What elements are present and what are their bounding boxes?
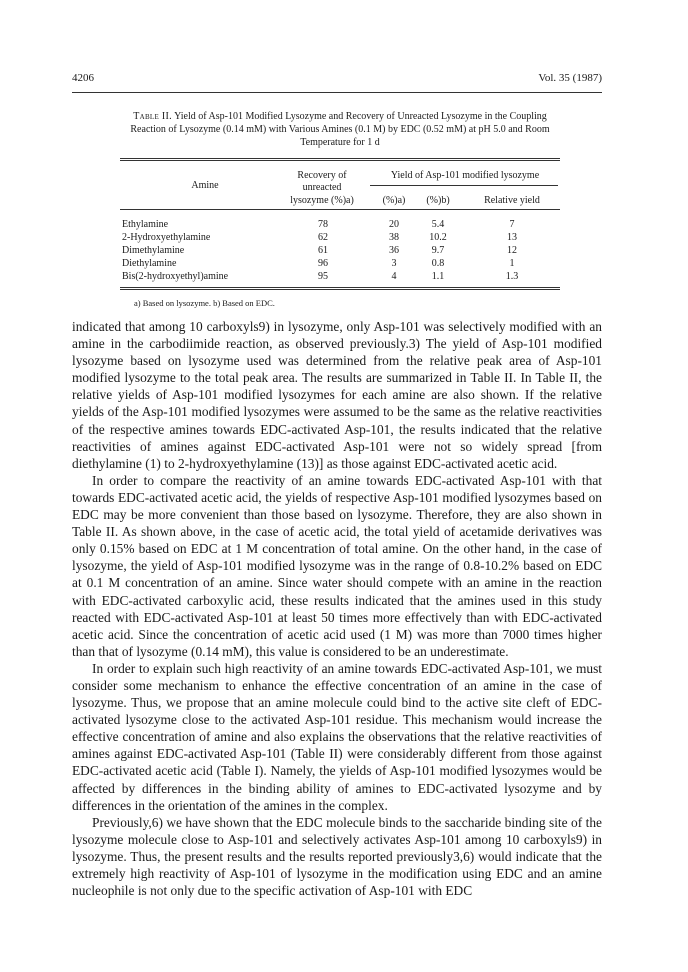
cell-recovery: 61	[318, 245, 328, 256]
header-yield-a: (%)a)	[382, 195, 406, 206]
header-recovery-1: Recovery of	[297, 170, 347, 181]
cell-amine: Dimethylamine	[122, 245, 185, 256]
header-recovery-2: unreacted	[302, 182, 342, 193]
cell-amine: 2-Hydroxyethylamine	[122, 232, 211, 243]
cell-yield-a: 38	[389, 232, 399, 243]
paragraph: indicated that among 10 carboxyls9) in lysozyme, only Asp-101 was selectively modified with an amine in the carbodiimide reaction, as observed previously.3) The yield of Asp-101 modified lysozyme based on lysozyme used was determined from the relative peak area of Asp-101 modified lysozyme to the total peak area. The results are summarized in Table II. In Table II, the relative yields of Asp-101 modified lysozymes for each amine are also shown. If the relative yields of the Asp-101 modified lysozymes were assumed to be the same as the relative reactivities of the respective amines towards EDC-activated Asp-101, the results indicated that the relative reactivities of amines against EDC-activated Asp-101 were not so widely spread [from diethylamine (1) to 2-hydroxyethylamine (13)] as those against EDC-activated acetic acid.	[72, 319, 602, 471]
cell-yield-b: 9.7	[431, 245, 445, 256]
cell-yield-b: 5.4	[431, 219, 445, 230]
cell-yield-b: 10.2	[429, 232, 447, 243]
header-yield-group: Yield of Asp-101 modified lysozyme	[390, 170, 540, 181]
cell-yield-a: 3	[391, 258, 397, 269]
cell-yield-a: 20	[389, 219, 399, 230]
cell-relative: 13	[507, 232, 517, 243]
paragraph: In order to explain such high reactivity of an amine towards EDC-activated Asp-101, we must consider some mechanism to enhance the effective concentration of an amine in the case of lysozyme. Thus, we propose that an amine molecule could bind to the active site cleft of EDC-activated lysozyme close to the activated Asp-101 residue. This mechanism would increase the effective concentration of amine and also explains the observations that the relative reactivities of amines against EDC-activated Asp-101 (Table II) were considerably different from those against EDC-activated acetic acid (Table I). Namely, the yields of Asp-101 modified lysozymes would be affected by differences in the binding ability of amines to EDC-activated lysozyme and by differences in the orientation of the amines in the complex.	[72, 660, 602, 813]
table-footnote: a) Based on lysozyme. b) Based on EDC.	[134, 298, 275, 308]
table-row	[120, 232, 560, 244]
cell-amine: Diethylamine	[122, 258, 177, 269]
paragraph: In order to compare the reactivity of an amine towards EDC-activated Asp-101 with that towards EDC-activated acetic acid, the yields of respective Asp-101 modified lysozymes based on EDC may be more convenient than those based on lysozyme. Therefore, they are also shown in Table II. As shown above, in the case of acetic acid, the total yield of acetamide derivatives was only 0.15% based on EDC at 1 M concentration of total amine. On the other hand, in the case of lysozyme, the yield of Asp-101 modified lysozyme was in the range of 0.8-10.2% based on EDC at 0.1 M concentration of an amine. Since water should compete with an amine in the reaction with EDC-activated carboxylic acid, these results indicated that the amines used in this study reacted with EDC-activated Asp-101 at least 50 times more effectively than with EDC-activated acetic acid. Since the concentration of acetic acid used (1 M) was more than 7000 times higher than that of lysozyme (0.14 mM), this value is considered to be an underestimate.	[72, 472, 602, 659]
cell-amine: Ethylamine	[122, 219, 169, 230]
header-yield-rule	[370, 185, 558, 186]
header-yield-b: (%)b)	[426, 195, 450, 206]
header-recovery-3: lysozyme (%)a)	[290, 195, 354, 206]
cell-yield-b: 1.1	[431, 271, 445, 282]
paragraph: Previously,6) we have shown that the EDC molecule binds to the saccharide binding site of the lysozyme molecule close to Asp-101 and selectively activates Asp-101 among 10 carboxyls9) in lysozyme. Thus, the present results and the results reported previously3,6) would indicate that the extremely high reactivity of Asp-101 of lysozyme in the modification using EDC and an amine nucleophile is not only due to the specific activation of Asp-101 with EDC	[72, 814, 602, 899]
cell-yield-a: 4	[391, 271, 397, 282]
cell-yield-a: 36	[389, 245, 399, 256]
table-bottom-rule	[120, 287, 560, 290]
table-row	[120, 245, 560, 257]
running-header	[72, 70, 602, 90]
cell-recovery: 96	[318, 258, 328, 269]
header-relative-yield: Relative yield	[484, 195, 540, 206]
cell-amine: Bis(2-hydroxyethyl)amine	[122, 271, 229, 282]
header-amine: Amine	[191, 180, 219, 191]
cell-recovery: 78	[318, 219, 328, 230]
body-text	[72, 318, 602, 899]
cell-relative: 1	[509, 258, 515, 269]
cell-relative: 7	[509, 219, 515, 230]
table-row	[120, 271, 560, 283]
cell-yield-b: 0.8	[431, 258, 445, 269]
page-number: 4206	[72, 72, 94, 84]
volume-label: Vol. 35 (1987)	[538, 72, 602, 84]
table-top-rule	[120, 158, 560, 161]
table-caption	[120, 110, 560, 149]
table-row	[120, 219, 560, 231]
table-row	[120, 258, 560, 270]
cell-recovery: 95	[318, 271, 328, 282]
table-label: Table II.	[133, 111, 172, 122]
header-rule	[72, 92, 602, 93]
cell-recovery: 62	[318, 232, 328, 243]
table-caption-text: Yield of Asp-101 Modified Lysozyme and Recovery of Unreacted Lysozyme in the Coupling Reaction of Lysozyme (0.14 mM) with Various Amines (0.1 M) by EDC (0.52 mM) at pH 5.0 and Room Temperature for 1 d	[130, 111, 550, 148]
cell-relative: 12	[507, 245, 517, 256]
cell-relative: 1.3	[505, 271, 519, 282]
table-header-rule	[120, 209, 560, 210]
